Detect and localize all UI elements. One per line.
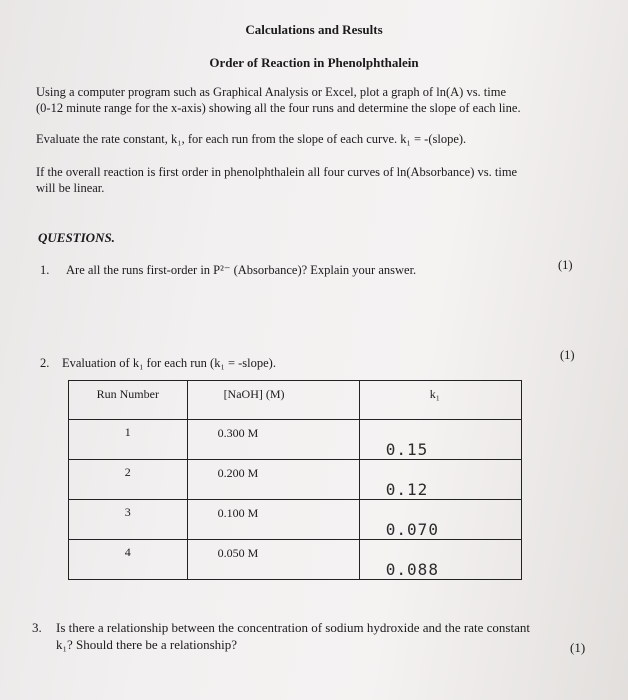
run-number-cell: 1 [69, 420, 188, 460]
k1-cell [359, 420, 521, 460]
question-3-line1: Is there a relationship between the concentration of sodium hydroxide and the rate constant [56, 620, 530, 635]
header-k1: k₁ [359, 381, 521, 420]
intro-paragraph-3 [36, 164, 591, 196]
question-3-marks: (1) [570, 640, 586, 655]
k1-cell [359, 500, 521, 540]
intro-p1-line1: Using a computer program such as Graphical Analysis or Excel, plot a graph of ln(A) vs. time [36, 85, 507, 99]
page-subtitle: Order of Reaction in Phenolphthalein [209, 55, 419, 70]
table-row [69, 500, 522, 540]
k1-cell [359, 540, 521, 580]
run-number-cell: 4 [69, 540, 188, 580]
k1-handwritten-value: 0.070 [385, 520, 439, 539]
intro-paragraph-1 [36, 84, 591, 116]
k1-handwritten-value: 0.12 [385, 480, 429, 499]
table-row [69, 420, 522, 460]
question-3-number: 3. [32, 620, 42, 635]
header-naoh: [NaOH] (M) [187, 381, 359, 420]
table-header-row [69, 381, 522, 420]
question-1-text: Are all the runs first-order in P²⁻ (Absorbance)? Explain your answer. [66, 263, 417, 277]
k1-cell [359, 460, 521, 500]
question-3-line2: k₁? Should there be a relationship? [56, 637, 238, 652]
k1-handwritten-value: 0.088 [385, 560, 439, 579]
naoh-cell: 0.050 M [187, 540, 359, 580]
table-row [69, 460, 522, 500]
question-2-number: 2. [40, 356, 50, 370]
question-1-number: 1. [40, 263, 50, 277]
naoh-cell: 0.100 M [187, 500, 359, 540]
question-2 [40, 356, 276, 371]
naoh-cell: 0.200 M [187, 460, 359, 500]
k1-handwritten-value: 0.15 [385, 440, 429, 459]
question-1 [40, 262, 416, 278]
header-run-number: Run Number [69, 381, 188, 420]
run-number-cell: 2 [69, 460, 188, 500]
run-number-cell: 3 [69, 500, 188, 540]
question-1-marks: (1) [558, 258, 573, 272]
question-2-text: Evaluation of k₁ for each run (k₁ = -slope). [62, 356, 276, 370]
naoh-cell: 0.300 M [187, 420, 359, 460]
question-3 [32, 619, 530, 653]
questions-heading: QUESTIONS. [38, 230, 115, 245]
page-title: Calculations and Results [245, 22, 383, 37]
table-row [69, 540, 522, 580]
intro-p3-line2: will be linear. [36, 181, 105, 195]
rate-constant-table [68, 380, 522, 580]
question-2-marks: (1) [560, 348, 575, 362]
intro-p1-line2: (0-12 minute range for the x-axis) showing all the four runs and determine the slope of each line. [36, 101, 521, 115]
intro-paragraph-2: Evaluate the rate constant, k₁, for each run from the slope of each curve. k₁ = -(slope). [36, 132, 467, 146]
intro-p3-line1: If the overall reaction is first order in phenolphthalein all four curves of ln(Absorbance) vs. time [36, 165, 518, 179]
